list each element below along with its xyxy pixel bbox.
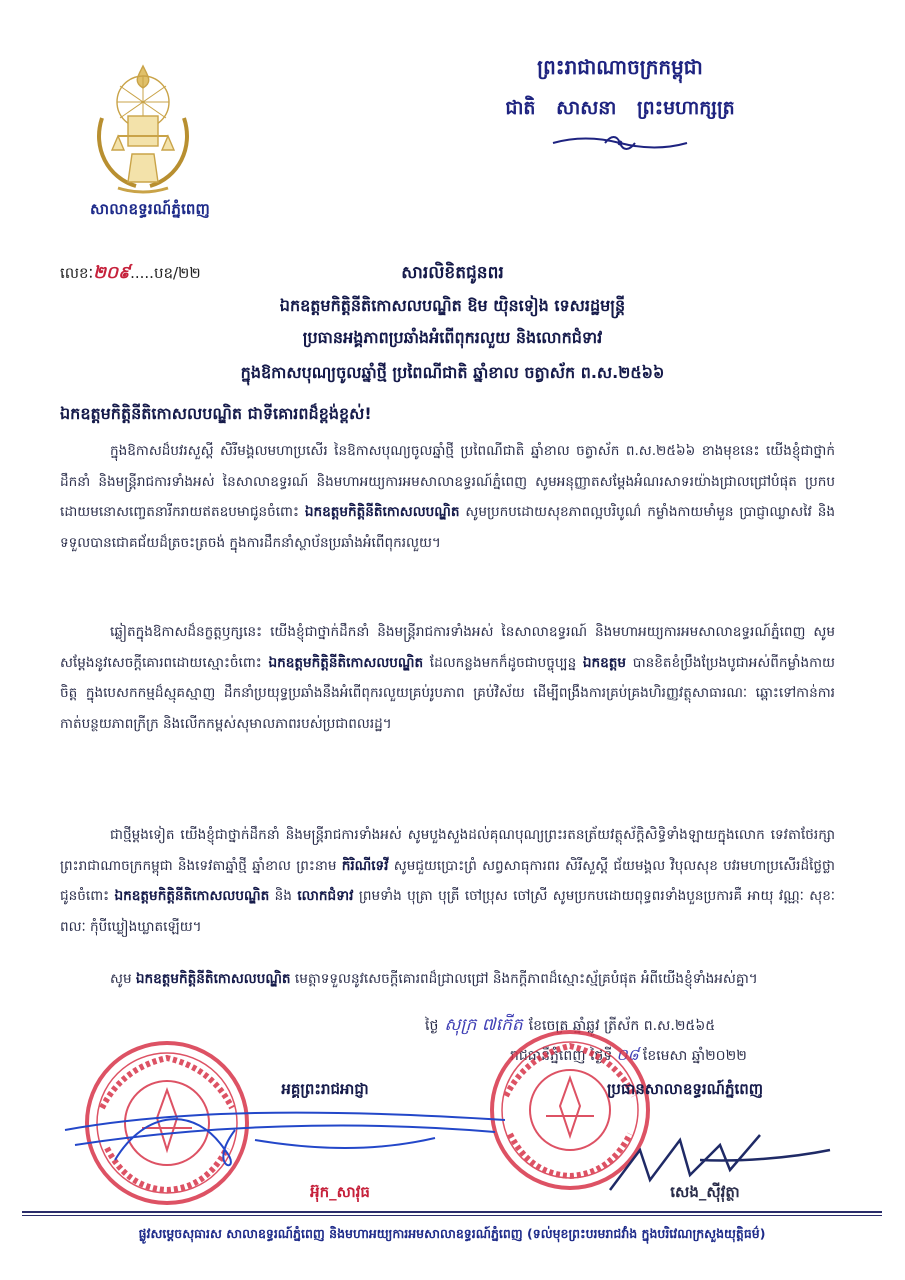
p3-bold-deity: កិរិណីទេវី bbox=[341, 857, 389, 874]
p2-bold-title: ឯកឧត្តម bbox=[582, 654, 627, 671]
footer-divider-thin bbox=[22, 1215, 882, 1216]
reference-suffix: .....បឧ/២២ bbox=[130, 264, 201, 282]
p1-text: ក្នុងឱកាសដ៏បវរសួស្តី សិរីមង្គលមហាប្រសើរ នៃឱកាសបុណ្យចូលឆ្នាំថ្មី ប្រពៃណីជាតិ ឆ្នាំខាល ចត្វាស័ក ព.ស.២៥៦៦ ខាងមុខនេះ យើងខ្ញុំជាថ្នាក់ដឹកនាំ និងមន្ត្រីរាជការទាំងអស់ នៃសាលាឧទ្ធរណ៍ និងមហាអយ្យការអមសាលាឧទ្ធរណ៍ភ្នំពេញ សូមអនុញ្ញាតសម្តែងអំណរសាទរយ៉ាងជ្រាលជ្រៅបំផុត ប្រកបដោយមនោសញ្ចេតនារីករាយឥតឧបមាជូនចំពោះ bbox=[60, 443, 835, 520]
right-signatory-title: ប្រធានសាលាឧទ្ធរណ៍ភ្នំពេញ bbox=[606, 1080, 764, 1098]
court-emblem-icon bbox=[88, 58, 198, 198]
reference-handwritten-number: ២០៩ bbox=[93, 263, 131, 283]
solar-date-handwritten: ០៨ bbox=[616, 1045, 639, 1064]
p3-text-mid: សូមជួយប្រោះព្រំ សព្វសាធុការពរ សិរីសួស្តី ជ័យមង្គល វិបុលសុខ បវរមហាប្រសើរដ៏ថ្លៃថ្លា ជូនចំពោះ bbox=[60, 857, 836, 904]
paragraph-1 bbox=[60, 436, 835, 558]
footer-address: ផ្លូវសម្តេចសុធារស សាលាឧទ្ធរណ៍ភ្នំពេញ និងមហាអយ្យការអមសាលាឧទ្ធរណ៍ភ្នំពេញ (ទល់មុខព្រះបរមរាជវាំង ក្នុងបរិវេណក្រសួងយុត្តិធម៌) bbox=[138, 1226, 766, 1241]
p4-text-end: មេត្តាទទួលនូវសេចក្តីគោរពដ៏ជ្រាលជ្រៅ និងកក្តីភាពដ៏ស្មោះស្ម័គ្របំផុត អំពីយើងខ្ញុំទាំងអស់គ្នា។ bbox=[294, 971, 758, 987]
paragraph-2 bbox=[60, 617, 835, 739]
recipient-line: ឯកឧត្តមកិត្តិនីតិកោសលបណ្ឌិត ឱម យ៉ិនទៀង ទេសរដ្ឋមន្ត្រី bbox=[279, 296, 626, 315]
reference-prefix: លេខៈ bbox=[60, 264, 94, 282]
solar-date-prefix: រាជធានីភ្នំពេញ ថ្ងៃទី bbox=[510, 1048, 613, 1064]
p3-bold-recipient: ឯកឧត្តមកិត្តិនីតិកោសលបណ្ឌិត bbox=[114, 888, 270, 904]
right-signatory-name: សេង_ស៊ីវុត្ថា bbox=[670, 1183, 740, 1201]
kingdom-title: ព្រះរាជាណាចក្រកម្ពុជា bbox=[537, 55, 703, 79]
p3-text-end: ព្រមទាំង បុត្រា បុត្រី ចៅប្រុស ចៅស្រី សូមប្រកបដោយពុទ្ធពរទាំងបួនប្រការគឺ អាយុ វណ្ណៈ សុខៈ ពលៈ កុំបីឃ្លៀងឃ្លាតឡើយ។ bbox=[60, 888, 836, 935]
p3-text-and: និង bbox=[274, 888, 292, 904]
solar-date-rest: ខែមេសា ឆ្នាំ២០២២ bbox=[642, 1048, 747, 1064]
lunar-date-rest: ខែចេត្រ ឆ្នាំឆ្លូវ ត្រីស័ក ព.ស.២៥៦៥ bbox=[528, 1018, 716, 1034]
paragraph-4 bbox=[60, 964, 835, 995]
lunar-date-prefix: ថ្ងៃ bbox=[425, 1018, 439, 1034]
p2-text: ឆ្លៀតក្នុងឱកាសដ៏នក្ខត្តឫក្សនេះ យើងខ្ញុំជាថ្នាក់ដឹកនាំ និងមន្ត្រីរាជការទាំងអស់ នៃសាលាឧទ្ធរណ៍ និងមហាអយ្យការអមសាលាឧទ្ធរណ៍ភ្នំពេញ សូមសម្តែងនូវសេចក្តីគោរពដោយស្មោះចំពោះ bbox=[60, 624, 835, 671]
footer-divider bbox=[22, 1211, 882, 1213]
ornament-divider-icon bbox=[545, 132, 695, 154]
court-name-left: សាលាឧទ្ធរណ៍ភ្នំពេញ bbox=[89, 200, 211, 218]
p4-text: សូម bbox=[110, 971, 132, 987]
p1-text-end: សូមប្រកបដោយសុខភាពល្អបរិបូណ៌ កម្លាំងកាយមាំមួន ប្រាជ្ញាឈ្លាសវៃ និងទទួលបានជោគជ័យដ៏ត្រចះត្រចង់ ក្នុងការដឹកនាំស្ថាប័នប្រឆាំងអំពើពុករលួយ។ bbox=[60, 504, 835, 551]
document-title: សារលិខិតជូនពរ bbox=[401, 263, 504, 283]
lunar-date-handwritten: សុក្រ ៧កើត bbox=[444, 1015, 523, 1035]
p2-bold-recipient: ឯកឧត្តមកិត្តិនីតិកោសលបណ្ឌិត bbox=[268, 654, 424, 671]
national-motto: ជាតិ សាសនា ព្រះមហាក្សត្រ bbox=[505, 97, 735, 119]
p2-text-end: បានខិតខំប្រឹងប្រែងបូជាអស់ពីកម្លាំងកាយចិត្ត ក្នុងបេសកកម្មដ៏ស្មុគស្មាញ ដឹកនាំប្រយុទ្ធប្រឆាំងនឹងអំពើពុករលួយគ្រប់រូបភាព គ្រប់វិស័យ ដើម្បីពង្រឹងការគ្រប់គ្រងហិរញ្ញវត្ថុសាធារណៈ ឆ្ពោះទៅកាន់ការកាត់បន្ថយភាពក្រីក្រ និងលើកកម្ពស់សុមាលភាពរបស់ប្រជាពលរដ្ឋ។ bbox=[60, 654, 835, 732]
p4-bold-recipient: ឯកឧត្តមកិត្តិនីតិកោសលបណ្ឌិត bbox=[135, 971, 291, 987]
occasion-line: ក្នុងឱកាសបុណ្យចូលឆ្នាំថ្មី ប្រពៃណីជាតិ ឆ្នាំខាល ចត្វាស័ក ព.ស.២៥៦៦ bbox=[240, 363, 665, 382]
p3-bold-spouse: លោកជំទាវ bbox=[297, 888, 354, 904]
p2-text-mid: ដែលកន្លងមកក៏ដូចជាបច្ចុប្បន្ន bbox=[429, 654, 577, 671]
prosecutor-signature-icon bbox=[55, 1090, 515, 1180]
salutation: ឯកឧត្តមកិត្តិនីតិកោសលបណ្ឌិត ជាទីគោរពដ៏ខ្ពង់ខ្ពស់! bbox=[60, 404, 372, 423]
recipient-position-line: ប្រធានអង្គភាពប្រឆាំងអំពើពុករលួយ និងលោកជំទាវ bbox=[302, 328, 603, 347]
left-signatory-title: អគ្គព្រះរាជអាជ្ញា bbox=[281, 1080, 369, 1098]
left-signatory-name: អ៊ុក_សាវុធ bbox=[310, 1183, 370, 1201]
p1-bold-recipient: ឯកឧត្តមកិត្តិនីតិកោសលបណ្ឌិត bbox=[304, 504, 460, 520]
paragraph-3 bbox=[60, 820, 835, 942]
p3-text: ជាថ្មីម្តងទៀត យើងខ្ញុំជាថ្នាក់ដឹកនាំ និងមន្ត្រីរាជការទាំងអស់ សូមបួងសួងដល់គុណបុណ្យព្រះរតនត្រ័យវត្ថុស័ក្តិសិទ្ធិទាំងឡាយក្នុងលោក ទេវតាថែរក្សាព្រះរាជាណាចក្រកម្ពុជា និងទេវតាឆ្នាំថ្មី ឆ្នាំខាល ព្រះនាម bbox=[60, 827, 835, 874]
